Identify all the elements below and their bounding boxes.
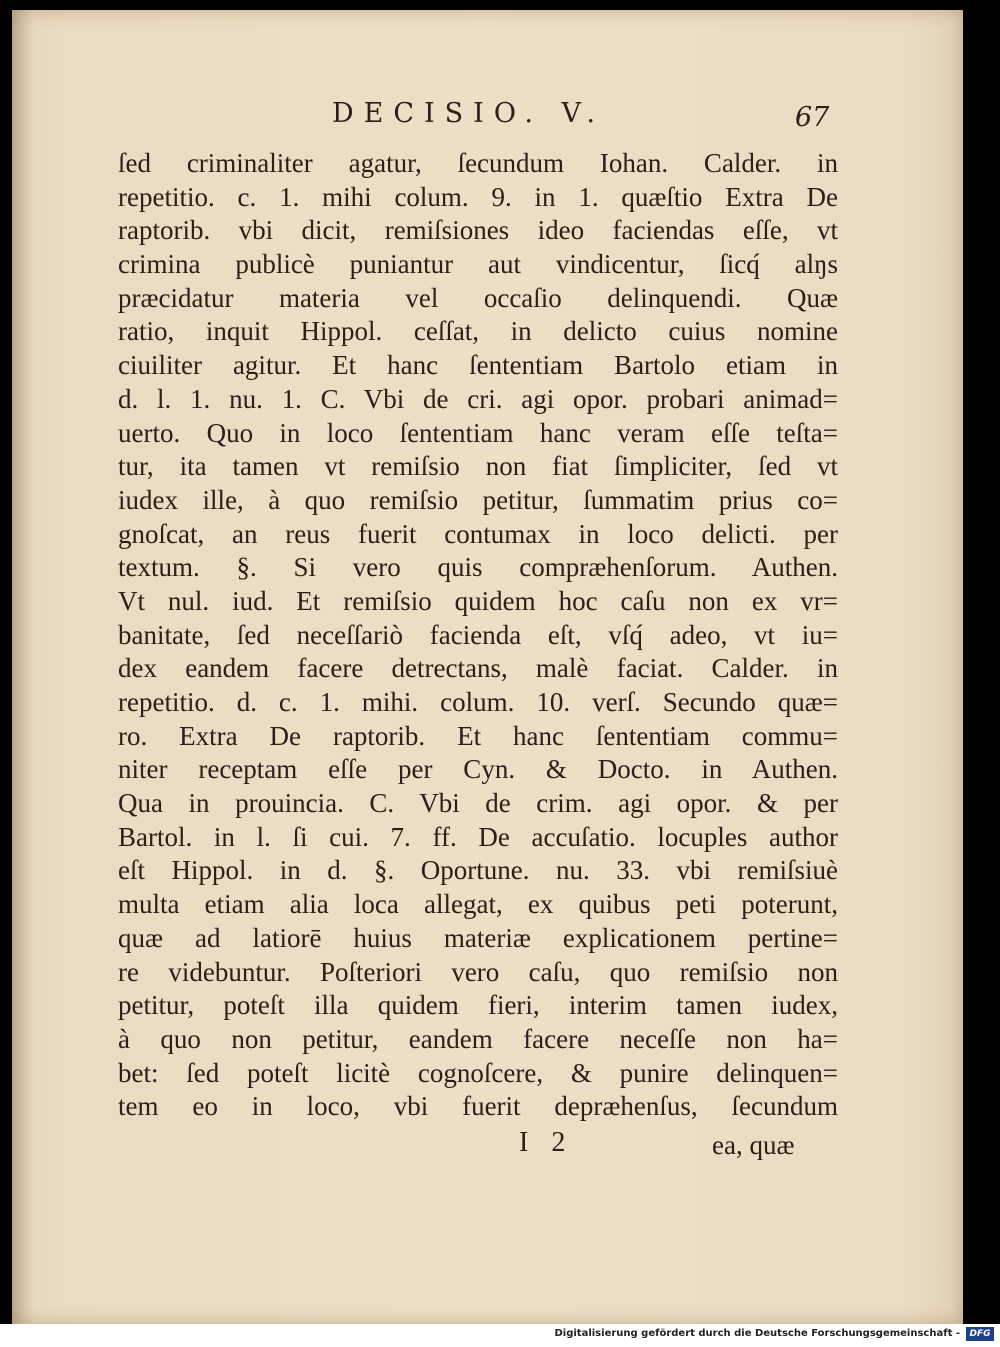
text-line: eſt Hippol. in d. §. Oportune. nu. 33. vbi remiſsiuè — [118, 855, 838, 886]
text-line: bet: ſed poteſt licitè cognoſcere, & punire delinquen= — [118, 1057, 838, 1088]
text-line: niter receptam eſſe per Cyn. & Docto. in Authen. — [118, 754, 838, 785]
text-line: ſed criminaliter agatur, ſecundum Iohan. Calder. in — [118, 148, 838, 178]
text-line: repetitio. c. 1. mihi colum. 9. in 1. quæſtio Extra De — [118, 181, 838, 212]
text-line: repetitio. d. c. 1. mihi. colum. 10. verſ. Secundo quæ= — [118, 687, 838, 717]
funding-credit: Digitalisierung gefördert durch die Deutsche Forschungsgemeinschaft - — [554, 1328, 960, 1339]
text-line: petitur, poteſt illa quidem fieri, interim tamen iudex, — [118, 990, 838, 1021]
text-line: multa etiam alia loca allegat, ex quibus peti poterunt, — [118, 889, 838, 920]
text-line: tur, ita tamen vt remiſsio non fiat ſimpliciter, ſed vt — [118, 451, 838, 482]
book-page — [12, 10, 963, 1324]
text-line: banitate, ſed neceſſariò facienda eſt, vſq́ adeo, vt iu= — [118, 619, 838, 650]
text-line: d. l. 1. nu. 1. C. Vbi de cri. agi opor. probari animad= — [118, 383, 838, 414]
dfg-logo-icon: DFG — [966, 1327, 994, 1341]
text-line: ciuiliter agitur. Et hanc ſententiam Bartolo etiam in — [118, 350, 838, 381]
text-line: Bartol. in l. ſi cui. 7. ff. De accuſatio. locuples author — [118, 821, 838, 852]
text-line: ratio, inquit Hippol. ceſſat, in delicto cuius nomine — [118, 316, 838, 347]
text-line: Qua in prouincia. C. Vbi de crim. agi opor. & per — [118, 788, 838, 819]
page-number: 67 — [795, 102, 830, 133]
text-line: dex eandem facere detrectans, malè faciat. Calder. in — [118, 653, 838, 684]
text-line: tem eo in loco, vbi fuerit depræhenſus, ſecundum — [118, 1091, 838, 1122]
text-line: à quo non petitur, eandem facere neceſſe non ha= — [118, 1023, 838, 1054]
text-line: quæ ad latiorē huius materiæ explicationem pertine= — [118, 922, 838, 953]
text-line: crimina publicè puniantur aut vindicentur, ſicq́ alŋs — [118, 249, 838, 280]
text-line: textum. §. Si vero quis compræhenſorum. Authen. — [118, 552, 838, 583]
text-line: iudex ille, à quo remiſsio petitur, ſummatim prius co= — [118, 484, 838, 515]
body-text — [118, 147, 838, 1124]
page-gutter-shadow — [12, 10, 34, 1324]
text-line: gnoſcat, an reus fuerit contumax in loco delicti. per — [118, 518, 838, 549]
text-line: re videbuntur. Poſteriori vero caſu, quo remiſsio non — [118, 956, 838, 987]
catchword: ea, quæ — [712, 1130, 795, 1160]
text-line: uerto. Quo in loco ſententiam hanc veram eſſe teſta= — [118, 417, 838, 448]
text-line: præcidatur materia vel occaſio delinquendi. Quæ — [118, 282, 838, 313]
text-line: raptorib. vbi dicit, remiſsiones ideo faciendas eſſe, vt — [118, 215, 838, 246]
signature-mark: I 2 — [519, 1127, 574, 1158]
running-head: DECISIO. V. — [332, 98, 605, 129]
footer-bar — [0, 1324, 1000, 1347]
text-line: ro. Extra De raptorib. Et hanc ſententiam commu= — [118, 720, 838, 751]
text-line: Vt nul. iud. Et remiſsio quidem hoc caſu non ex vr= — [118, 585, 838, 616]
